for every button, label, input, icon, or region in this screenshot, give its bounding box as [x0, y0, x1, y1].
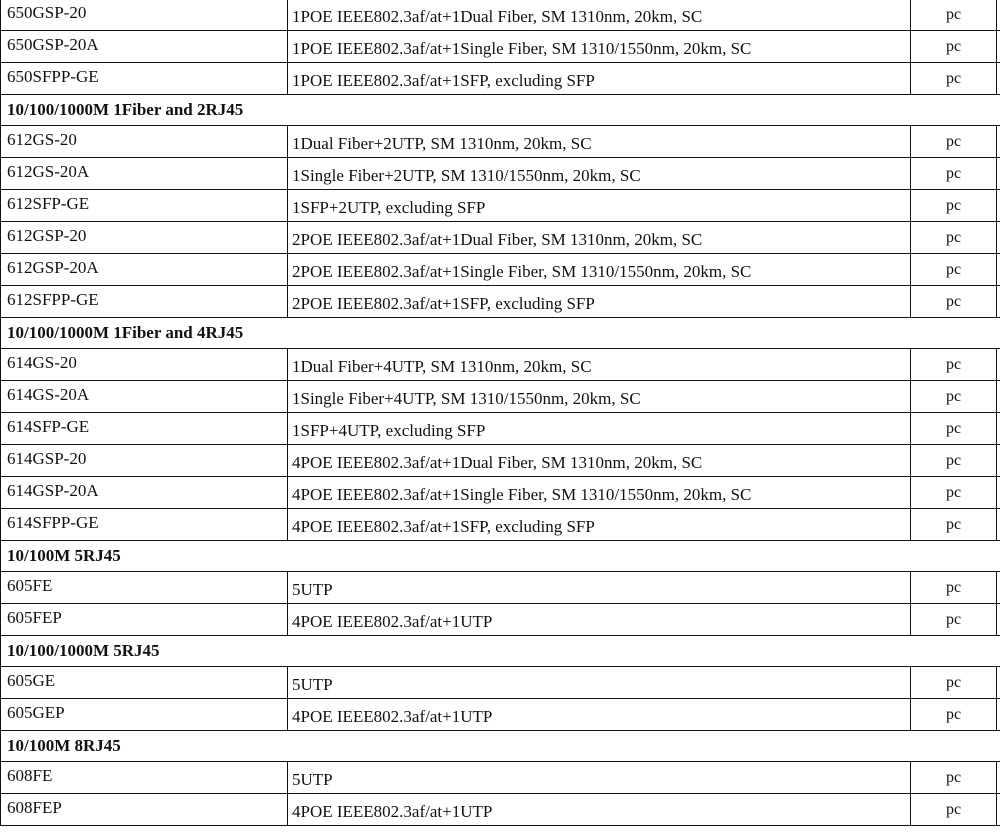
description-cell: 5UTP — [288, 667, 911, 699]
table-row — [1, 445, 1000, 477]
table-row — [1, 794, 1000, 826]
section-title: 10/100/1000M 1Fiber and 4RJ45 — [1, 318, 1000, 349]
description-cell: 4POE IEEE802.3af/at+1Dual Fiber, SM 1310nm, 20km, SC — [288, 445, 911, 477]
description-cell: 1POE IEEE802.3af/at+1Dual Fiber, SM 1310nm, 20km, SC — [288, 0, 911, 31]
unit-cell: pc — [911, 699, 997, 731]
model-cell: 608FEP — [1, 794, 288, 826]
price-cell — [997, 0, 1000, 31]
table-row — [1, 158, 1000, 190]
unit-cell: pc — [911, 794, 997, 826]
model-cell: 612GSP-20A — [1, 254, 288, 286]
price-cell — [997, 699, 1000, 731]
table-row — [1, 604, 1000, 636]
description-cell: 5UTP — [288, 572, 911, 604]
unit-cell: pc — [911, 762, 997, 794]
table-row — [1, 349, 1000, 381]
table-row — [1, 762, 1000, 794]
unit-cell: pc — [911, 286, 997, 318]
table-row — [1, 31, 1000, 63]
table-row — [1, 572, 1000, 604]
description-cell: 1POE IEEE802.3af/at+1SFP, excluding SFP — [288, 63, 911, 95]
model-cell: 650GSP-20 — [1, 0, 288, 31]
unit-cell: pc — [911, 126, 997, 158]
price-cell — [997, 509, 1000, 541]
price-cell — [997, 31, 1000, 63]
description-cell: 2POE IEEE802.3af/at+1SFP, excluding SFP — [288, 286, 911, 318]
model-cell: 608FE — [1, 762, 288, 794]
model-cell: 614SFP-GE — [1, 413, 288, 445]
product-table-body — [1, 0, 1000, 826]
price-cell — [997, 794, 1000, 826]
model-cell: 605GE — [1, 667, 288, 699]
table-row — [1, 63, 1000, 95]
price-cell — [997, 63, 1000, 95]
unit-cell: pc — [911, 190, 997, 222]
table-row — [1, 254, 1000, 286]
section-title: 10/100/1000M 5RJ45 — [1, 636, 1000, 667]
description-cell: 4POE IEEE802.3af/at+1SFP, excluding SFP — [288, 509, 911, 541]
table-row — [1, 222, 1000, 254]
unit-cell: pc — [911, 604, 997, 636]
description-cell: 2POE IEEE802.3af/at+1Dual Fiber, SM 1310nm, 20km, SC — [288, 222, 911, 254]
description-cell: 1SFP+2UTP, excluding SFP — [288, 190, 911, 222]
model-cell: 612GSP-20 — [1, 222, 288, 254]
unit-cell: pc — [911, 158, 997, 190]
price-cell — [997, 349, 1000, 381]
model-cell: 614GSP-20 — [1, 445, 288, 477]
description-cell: 1Single Fiber+4UTP, SM 1310/1550nm, 20km, SC — [288, 381, 911, 413]
model-cell: 612SFPP-GE — [1, 286, 288, 318]
price-cell — [997, 413, 1000, 445]
description-cell: 1SFP+4UTP, excluding SFP — [288, 413, 911, 445]
price-cell — [997, 572, 1000, 604]
unit-cell: pc — [911, 413, 997, 445]
model-cell: 605FE — [1, 572, 288, 604]
unit-cell: pc — [911, 477, 997, 509]
unit-cell: pc — [911, 667, 997, 699]
unit-cell: pc — [911, 63, 997, 95]
table-row — [1, 190, 1000, 222]
description-cell: 2POE IEEE802.3af/at+1Single Fiber, SM 1310/1550nm, 20km, SC — [288, 254, 911, 286]
price-cell — [997, 126, 1000, 158]
table-row — [1, 413, 1000, 445]
description-cell: 1Dual Fiber+2UTP, SM 1310nm, 20km, SC — [288, 126, 911, 158]
model-cell: 614SFPP-GE — [1, 509, 288, 541]
model-cell: 612SFP-GE — [1, 190, 288, 222]
description-cell: 1POE IEEE802.3af/at+1Single Fiber, SM 1310/1550nm, 20km, SC — [288, 31, 911, 63]
section-title: 10/100/1000M 1Fiber and 2RJ45 — [1, 95, 1000, 126]
price-cell — [997, 762, 1000, 794]
price-cell — [997, 604, 1000, 636]
unit-cell: pc — [911, 222, 997, 254]
table-row — [1, 699, 1000, 731]
unit-cell: pc — [911, 509, 997, 541]
unit-cell: pc — [911, 349, 997, 381]
price-cell — [997, 222, 1000, 254]
table-row — [1, 286, 1000, 318]
model-cell: 612GS-20A — [1, 158, 288, 190]
table-row — [1, 477, 1000, 509]
price-cell — [997, 381, 1000, 413]
model-cell: 612GS-20 — [1, 126, 288, 158]
table-row — [1, 381, 1000, 413]
section-header-row — [1, 731, 1000, 762]
model-cell: 650GSP-20A — [1, 31, 288, 63]
description-cell: 1Single Fiber+2UTP, SM 1310/1550nm, 20km, SC — [288, 158, 911, 190]
model-cell: 614GS-20 — [1, 349, 288, 381]
unit-cell: pc — [911, 0, 997, 31]
price-cell — [997, 445, 1000, 477]
section-title: 10/100M 8RJ45 — [1, 731, 1000, 762]
section-header-row — [1, 636, 1000, 667]
table-row — [1, 126, 1000, 158]
section-header-row — [1, 95, 1000, 126]
model-cell: 614GSP-20A — [1, 477, 288, 509]
description-cell: 1Dual Fiber+4UTP, SM 1310nm, 20km, SC — [288, 349, 911, 381]
model-cell: 614GS-20A — [1, 381, 288, 413]
section-header-row — [1, 541, 1000, 572]
table-row — [1, 667, 1000, 699]
model-cell: 650SFPP-GE — [1, 63, 288, 95]
table-row — [1, 0, 1000, 31]
description-cell: 4POE IEEE802.3af/at+1UTP — [288, 699, 911, 731]
unit-cell: pc — [911, 445, 997, 477]
section-title: 10/100M 5RJ45 — [1, 541, 1000, 572]
description-cell: 4POE IEEE802.3af/at+1UTP — [288, 794, 911, 826]
table-row — [1, 509, 1000, 541]
description-cell: 5UTP — [288, 762, 911, 794]
price-cell — [997, 254, 1000, 286]
price-cell — [997, 286, 1000, 318]
section-header-row — [1, 318, 1000, 349]
price-cell — [997, 477, 1000, 509]
unit-cell: pc — [911, 254, 997, 286]
price-cell — [997, 190, 1000, 222]
unit-cell: pc — [911, 381, 997, 413]
price-cell — [997, 158, 1000, 190]
unit-cell: pc — [911, 31, 997, 63]
unit-cell: pc — [911, 572, 997, 604]
model-cell: 605FEP — [1, 604, 288, 636]
model-cell: 605GEP — [1, 699, 288, 731]
description-cell: 4POE IEEE802.3af/at+1Single Fiber, SM 1310/1550nm, 20km, SC — [288, 477, 911, 509]
description-cell: 4POE IEEE802.3af/at+1UTP — [288, 604, 911, 636]
price-cell — [997, 667, 1000, 699]
